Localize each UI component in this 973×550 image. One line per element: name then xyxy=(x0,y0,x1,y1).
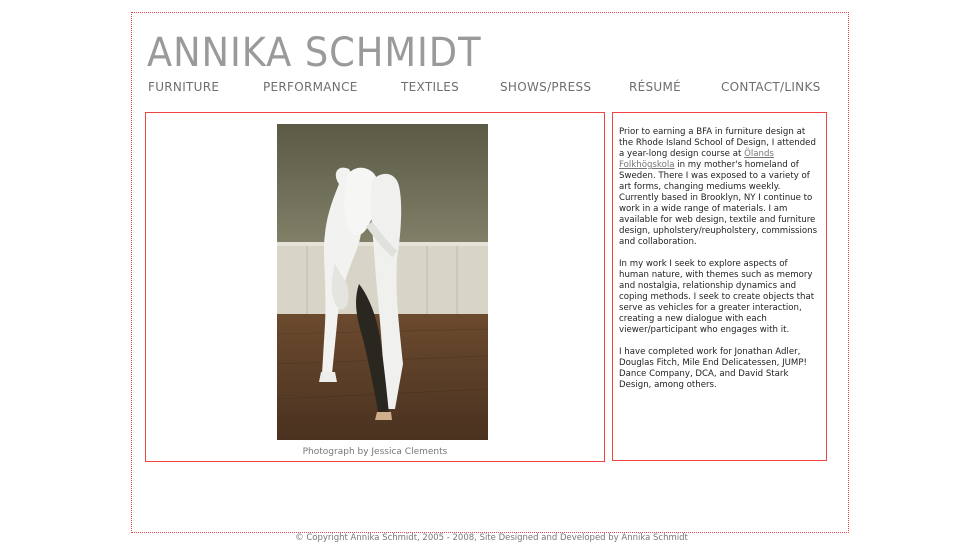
photo-caption: Photograph by Jessica Clements xyxy=(302,447,448,457)
photo-panel xyxy=(145,112,605,462)
about-paragraph-1 xyxy=(619,127,820,248)
about-p1-rest: in my mother's homeland of Sweden. There I was exposed to a variety of art forms, changing mediums weekly. Currently based in Brooklyn, NY I continue to work in a wide range of materials. I am available for web design, textile and furniture design, upholstery/reupholstery, commissions and collaboration. xyxy=(619,160,818,247)
olands-folkhogskola-link[interactable]: Ölands Folkhögskola xyxy=(619,149,774,170)
performance-photo xyxy=(277,124,488,440)
performance-photo-image xyxy=(277,124,488,440)
nav-shows-press[interactable]: SHOWS/PRESS xyxy=(500,80,592,94)
nav-resume[interactable]: RÉSUMÉ xyxy=(629,80,682,94)
about-panel xyxy=(612,112,827,461)
nav-furniture[interactable]: FURNITURE xyxy=(148,80,220,94)
nav-performance[interactable]: PERFORMANCE xyxy=(263,80,358,94)
footer-copyright: © Copyright Annika Schmidt, 2005 - 2008, Site Designed and Developed by Annika Schmidt xyxy=(295,533,688,543)
main-nav xyxy=(0,80,973,100)
about-paragraph-3: I have completed work for Jonathan Adler, Douglas Fitch, Mile End Delicatessen, JUMP! Dance Company, DCA, and David Stark Design, among others. xyxy=(619,347,807,390)
site-title[interactable]: ANNIKA SCHMIDT xyxy=(147,30,482,76)
nav-contact-links[interactable]: CONTACT/LINKS xyxy=(721,80,821,94)
about-paragraph-2: In my work I seek to explore aspects of human nature, with themes such as memory and nostalgia, relationship dynamics and coping methods. I seek to create objects that serve as vehicles for a greater interaction, creating a new dialogue with each viewer/participant who engages with it. xyxy=(619,259,815,335)
nav-textiles[interactable]: TEXTILES xyxy=(401,80,460,94)
about-p1-intro: Prior to earning a BFA in furniture design at the Rhode Island School of Design, I attended a year-long design course at xyxy=(619,127,816,159)
